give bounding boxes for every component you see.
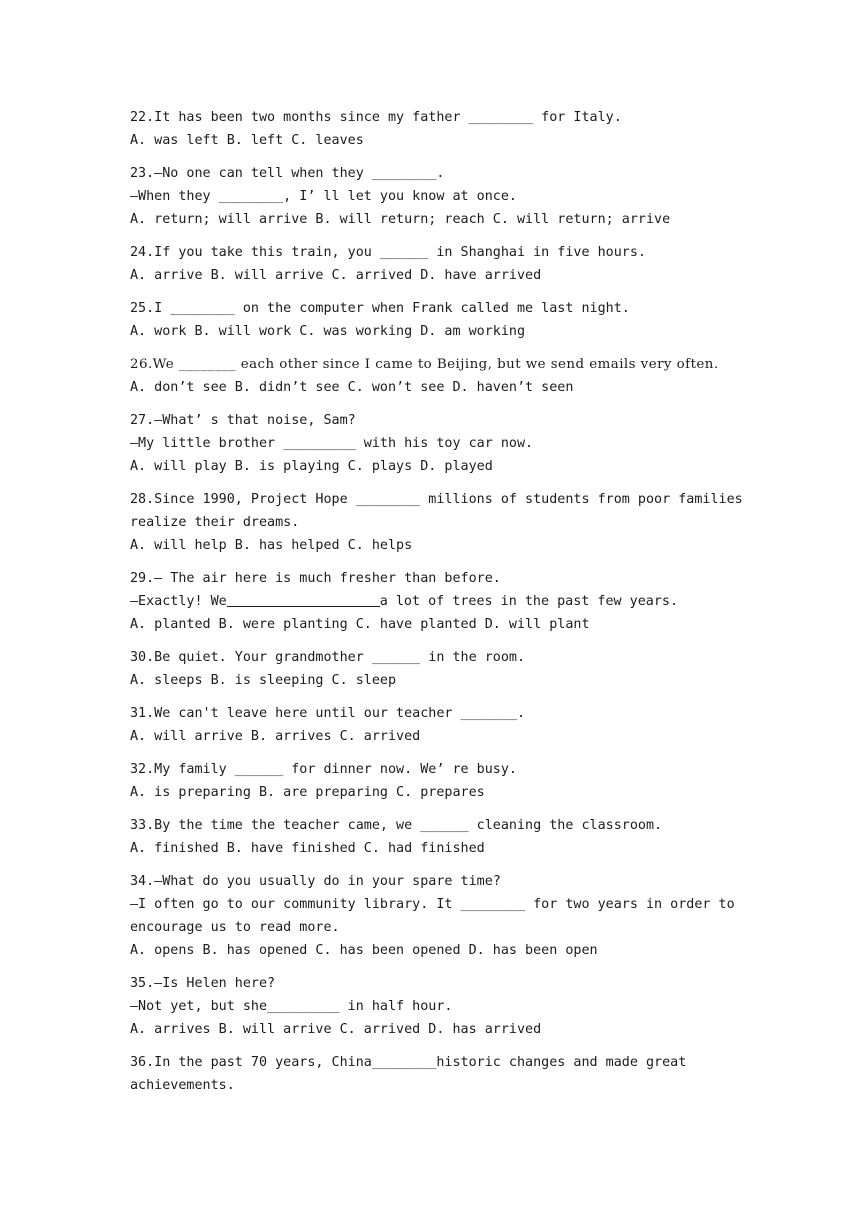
question-33 — [130, 814, 740, 860]
answer-options: A. will play B. is playing C. plays D. played — [130, 459, 493, 474]
answer-options: A. return; will arrive B. will return; reach C. will return; arrive — [130, 212, 671, 227]
answer-options: A. was left B. left C. leaves — [130, 133, 364, 148]
answer-options: A. planted B. were planting C. have planted D. will plant — [130, 617, 590, 632]
answer-options: A. will arrive B. arrives C. arrived — [130, 729, 421, 744]
question-list — [130, 106, 743, 1107]
question-stem: 24.If you take this train, you ______ in Shanghai in five hours. — [130, 245, 646, 260]
question-stem — [130, 590, 740, 613]
answer-options: A. is preparing B. are preparing C. prepares — [130, 785, 485, 800]
question-30 — [130, 646, 740, 692]
question-stem: —When they ________, I’ ll let you know at once. — [130, 189, 517, 204]
question-32 — [130, 758, 740, 804]
question-stem: 27.—What’ s that noise, Sam? — [130, 413, 356, 428]
question-stem-suffix: a lot of trees in the past few years. — [379, 594, 679, 609]
question-35 — [130, 972, 740, 1041]
question-stem: —I often go to our community library. It ________ for two years in order to — [130, 897, 735, 912]
question-34 — [130, 870, 740, 962]
question-28 — [130, 488, 743, 557]
question-stem: 36.In the past 70 years, China________historic changes and made great — [130, 1055, 687, 1070]
answer-options: A. opens B. has opened C. has been opened D. has been open — [130, 943, 598, 958]
question-23 — [130, 162, 740, 231]
question-stem: 29.— The air here is much fresher than before. — [130, 571, 501, 586]
question-stem: —Not yet, but she_________ in half hour. — [130, 999, 453, 1014]
question-stem: 28.Since 1990, Project Hope ________ millions of students from poor families — [130, 492, 743, 507]
question-stem: 33.By the time the teacher came, we ______ cleaning the classroom. — [130, 818, 663, 833]
question-stem: achievements. — [130, 1078, 235, 1093]
question-stem: 22.It has been two months since my father ________ for Italy. — [130, 110, 622, 125]
answer-options: A. work B. will work C. was working D. am working — [130, 324, 526, 339]
question-stem: 30.Be quiet. Your grandmother ______ in the room. — [130, 650, 526, 665]
answer-options: A. finished B. have finished C. had finished — [130, 841, 485, 856]
answer-options: A. arrives B. will arrive C. arrived D. has arrived — [130, 1022, 542, 1037]
question-stem: 31.We can't leave here until our teacher _______. — [130, 706, 526, 721]
question-stem-prefix: —Exactly! We — [130, 594, 227, 609]
answer-options: A. will help B. has helped C. helps — [130, 538, 413, 553]
answer-options: A. sleeps B. is sleeping C. sleep — [130, 673, 397, 688]
question-29 — [130, 567, 740, 636]
question-stem: 23.—No one can tell when they ________. — [130, 166, 445, 181]
question-stem: —My little brother _________ with his toy car now. — [130, 436, 534, 451]
question-26 — [130, 353, 740, 399]
question-22 — [130, 106, 740, 152]
question-24 — [130, 241, 740, 287]
question-stem: 32.My family ______ for dinner now. We’ re busy. — [130, 762, 517, 777]
question-36 — [130, 1051, 740, 1097]
question-31 — [130, 702, 740, 748]
answer-blank-underline — [227, 591, 380, 607]
question-stem: 25.I ________ on the computer when Frank called me last night. — [130, 301, 630, 316]
question-stem: encourage us to read more. — [130, 920, 340, 935]
question-25 — [130, 297, 740, 343]
question-stem: 35.—Is Helen here? — [130, 976, 276, 991]
question-stem: realize their dreams. — [130, 515, 300, 530]
answer-options: A. don’t see B. didn’t see C. won’t see D. haven’t seen — [130, 380, 574, 395]
question-stem: 34.—What do you usually do in your spare time? — [130, 874, 501, 889]
question-27 — [130, 409, 740, 478]
question-stem: 26.We ________ each other since I came to Beijing, but we send emails very often. — [130, 357, 719, 372]
answer-options: A. arrive B. will arrive C. arrived D. have arrived — [130, 268, 542, 283]
